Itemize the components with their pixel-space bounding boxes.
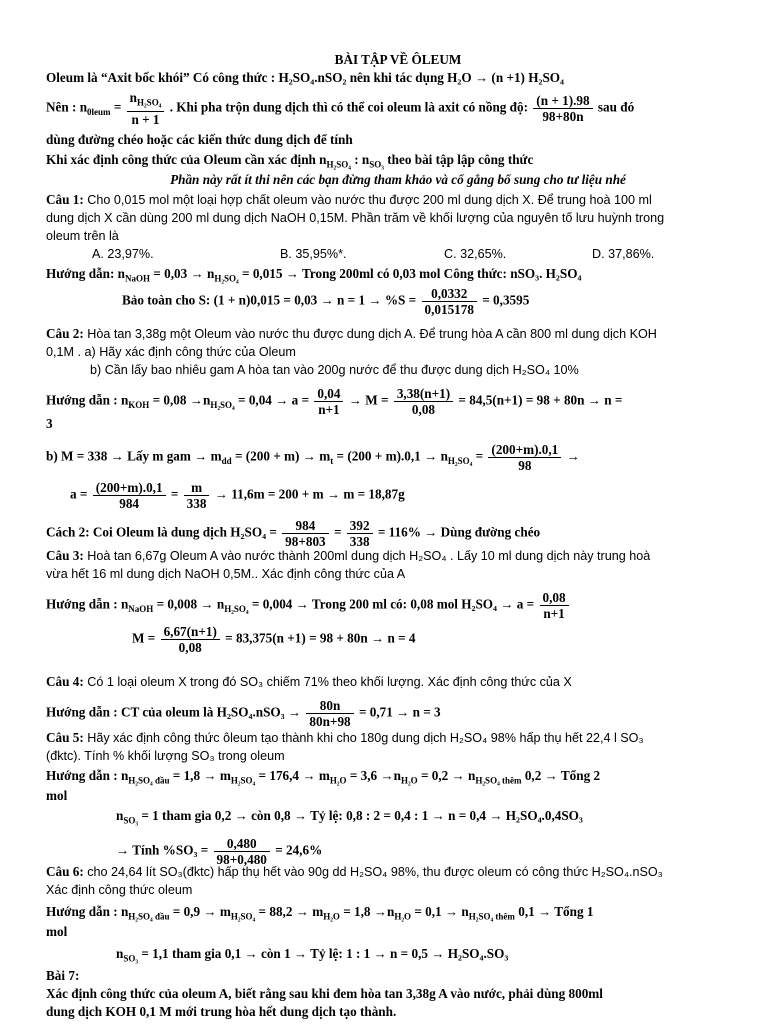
- question-2-line-3: b) Cần lấy bao nhiêu gam A hòa tan vào 200g nước để thu được dung dịch H₂SO₄ 10%: [90, 363, 579, 377]
- guide-6-mol: mol: [46, 924, 68, 939]
- guide-5-line-2: $n_{SO_3} = 1$ tham gia 0,2 → còn 0,8 → Tỷ lệ: 0,8 : 2 = 0,4 : 1 → n = 0,4 → H₂SO₄.0,4SO₃: [116, 808, 583, 826]
- question-7-line-2: dung dịch KOH 0,1 M mới trung hòa hết dung dịch tạo thành.: [46, 1004, 397, 1019]
- question-1: Câu 1: Cho 0,015 mol một loại hợp chất oleum vào nước thu được 200 ml dung dịch X. Để trung hoà 100 ml: [46, 192, 652, 207]
- intro-line-4: Khi xác định công thức của Oleum cần xác định $n_{H_2SO_4}$ : $n_{SO_3}$ theo bài tập lập công thức: [46, 152, 534, 170]
- question-2-line-2: 0,1M . a) Hãy xác định công thức của Oleum: [46, 345, 296, 359]
- guide-5-mol: mol: [46, 788, 68, 803]
- question-7-line-1: Xác định công thức của oleum A, biết rằng sau khi đem hòa tan 3,38g A vào nước, phải dùng 800ml: [46, 986, 603, 1001]
- guide-1-line-2: Bảo toàn cho S: (1 + n)0,015 = 0,03 → n = 1 → %S = $\frac{0,0332}{0,015178}$ = 0,3595: [122, 286, 530, 317]
- fraction: $\frac{0,480}{98+0,480}$: [214, 836, 270, 867]
- question-1-line-3: oleum trên là: [46, 229, 119, 243]
- guide-2-result: 3: [46, 416, 53, 431]
- intro-line-2: Nên : $n_{0leum}$ = $\frac{n_{H_2SO_4}}{n + 1}$ . Khi pha trộn dung dịch thì có thể coi oleum là axit có nồng độ: $\frac{(n + 1).98}{98+80n}$ sau đó: [46, 90, 635, 127]
- intro-line-3: dùng đường chéo hoặc các kiến thức dung dịch để tính: [46, 132, 353, 147]
- question-5-line-2: (đktc). Tính % khối lượng SO₃ trong oleum: [46, 749, 285, 763]
- option-b: B. 35,95%*.: [280, 247, 347, 261]
- question-4: Câu 4: Có 1 loại oleum X trong đó SO₃ chiếm 71% theo khối lượng. Xác định công thức của X: [46, 674, 572, 689]
- guide-4: Hướng dẫn : CT của oleum là H₂SO₄.nSO₃ → $\frac{80n}{80n+98}$ = 0,71 → n = 3: [46, 698, 441, 729]
- question-3: Câu 3: Hoà tan 6,67g Oleum A vào nước thành 200ml dung dịch H₂SO₄ . Lấy 10 ml dung dịch này trung hoà: [46, 548, 651, 563]
- option-d: D. 37,86%.: [592, 247, 655, 261]
- fraction: $\frac{984}{98+803}$: [282, 518, 328, 549]
- question-1-line-2: dung dịch X cần dùng 200 ml dung dịch NaOH 0,15M. Phần trăm về khối lượng của nguyên tố lưu huỳnh trong: [46, 211, 665, 225]
- question-3-line-2: vừa hết 16 ml dung dịch NaOH 0,5M.. Xác định công thức của A: [46, 567, 406, 581]
- fraction: $\frac{0,04}{n+1}$: [314, 386, 343, 417]
- guide-2: Hướng dẫn : $n_{KOH} = 0,08 \to n_{H_2SO_4} = 0,04 \to a$ = $\frac{0,04}{n+1}$ → M = $\frac{3,38(n+1)}{0,08}$ = 84,5(n+1) = 98 + 80n → n =: [46, 386, 623, 417]
- guide-1: Hướng dẫn: $n_{NaOH} = 0,03 \to n_{H_2SO_4} = 0,015$ → Trong 200ml có 0,03 mol Công thức: nSO₃. H₂SO₄: [46, 266, 582, 284]
- guide-5: Hướng dẫn : $n_{H_2SO_4 đầu} = 1,8 \to m_{H_2SO_4} = 176,4 \to m_{H_2O} = 3,6 \to n_{H_2O} = 0,2 \to n_{H_2SO_4 thêm}$ 0,2 → Tổng 2: [46, 768, 601, 786]
- guide-2-part-b: b) M = 338 → Lấy m gam → $m_{dd} = (200 + m) \to m_t = (200 + m).0,1 \to n_{H_2SO_4}$ = $\frac{(200+m).0,1}{98}$ →: [46, 442, 580, 473]
- guide-6-line-2: $n_{SO_3} = 1,1$ tham gia 0,1 → còn 1 → Tỷ lệ: 1 : 1 → n = 0,5 → H₂SO₄.SO₃: [116, 946, 509, 964]
- question-6-line-2: Xác định công thức oleum: [46, 883, 193, 897]
- guide-2-method-2: Cách 2: Coi Oleum là dung dịch H₂SO₄ = $\frac{984}{98+803}$ = $\frac{392}{338}$ = 116% → Dùng đường chéo: [46, 518, 541, 549]
- fraction: $\frac{0,0332}{0,015178}$: [422, 286, 477, 317]
- guide-6: Hướng dẫn : $n_{H_2SO_4 đầu} = 0,9 \to m_{H_2SO_4} = 88,2 \to m_{H_2O} = 1,8 \to n_{H_2O} = 0,1 \to n_{H_2SO_4 thêm}$ 0,1 → Tổng 1: [46, 904, 594, 922]
- fraction: $\frac{n_{H_2SO_4}}{n + 1}$: [127, 90, 165, 127]
- question-5: Câu 5: Hãy xác định công thức ôleum tạo thành khi cho 180g dung dịch H₂SO₄ 98% hấp thụ hết 22,4 l SO₃: [46, 730, 644, 745]
- fraction: $\frac{6,67(n+1)}{0,08}$: [161, 624, 220, 655]
- option-c: C. 32,65%.: [444, 247, 507, 261]
- fraction: $\frac{392}{338}$: [347, 518, 373, 549]
- guide-3-line-2: M = $\frac{6,67(n+1)}{0,08}$ = 83,375(n +1) = 98 + 80n → n = 4: [132, 624, 416, 655]
- guide-3: Hướng dẫn : $n_{NaOH} = 0,008 \to n_{H_2SO_4} = 0,004$ → Trong 200 ml có: 0,08 mol H₂SO₄ → a = $\frac{0,08}{n+1}$: [46, 590, 750, 621]
- guide-5-line-3: → Tính %SO₃ = $\frac{0,480}{98+0,480}$ = 24,6%: [116, 836, 323, 867]
- question-6: Câu 6: cho 24,64 lít SO₃(đktc) hấp thụ hết vào 90g dd H₂SO₄ 98%, thu được oleum có công thức H₂SO₄.nSO₃: [46, 864, 663, 879]
- guide-2-part-b-line-2: a = $\frac{(200+m).0,1}{984}$ = $\frac{m}{338}$ → 11,6m = 200 + m → m = 18,87g: [70, 480, 405, 511]
- fraction: $\frac{m}{338}$: [184, 480, 210, 511]
- option-a: A. 23,97%.: [92, 247, 154, 261]
- fraction: $\frac{80n}{80n+98}$: [306, 698, 353, 729]
- question-7-label: Bài 7:: [46, 968, 80, 983]
- page-title: BÀI TẬP VỀ ÔLEUM: [334, 52, 462, 67]
- fraction: $\frac{(200+m).0,1}{98}$: [488, 442, 561, 473]
- fraction: $\frac{(200+m).0,1}{984}$: [93, 480, 166, 511]
- fraction: $\frac{0,08}{n+1}$: [540, 590, 569, 621]
- intro-line-1: Oleum là “Axit bốc khói” Có công thức : H₂SO₄.nSO₂ nên khi tác dụng H₂O → (n +1) H₂SO₄: [46, 70, 565, 85]
- question-2: Câu 2: Hòa tan 3,38g một Oleum vào nước thu được dung dịch A. Để trung hòa A cần 800 ml dung dịch KOH: [46, 326, 657, 341]
- fraction: $\frac{(n + 1).98}{98+80n}$: [533, 93, 592, 124]
- fraction: $\frac{3,38(n+1)}{0,08}$: [394, 386, 453, 417]
- note: Phần này rất ít thi nên các bạn đừng tham khảo và cố gắng bổ sung cho tư liệu nhé: [170, 172, 626, 187]
